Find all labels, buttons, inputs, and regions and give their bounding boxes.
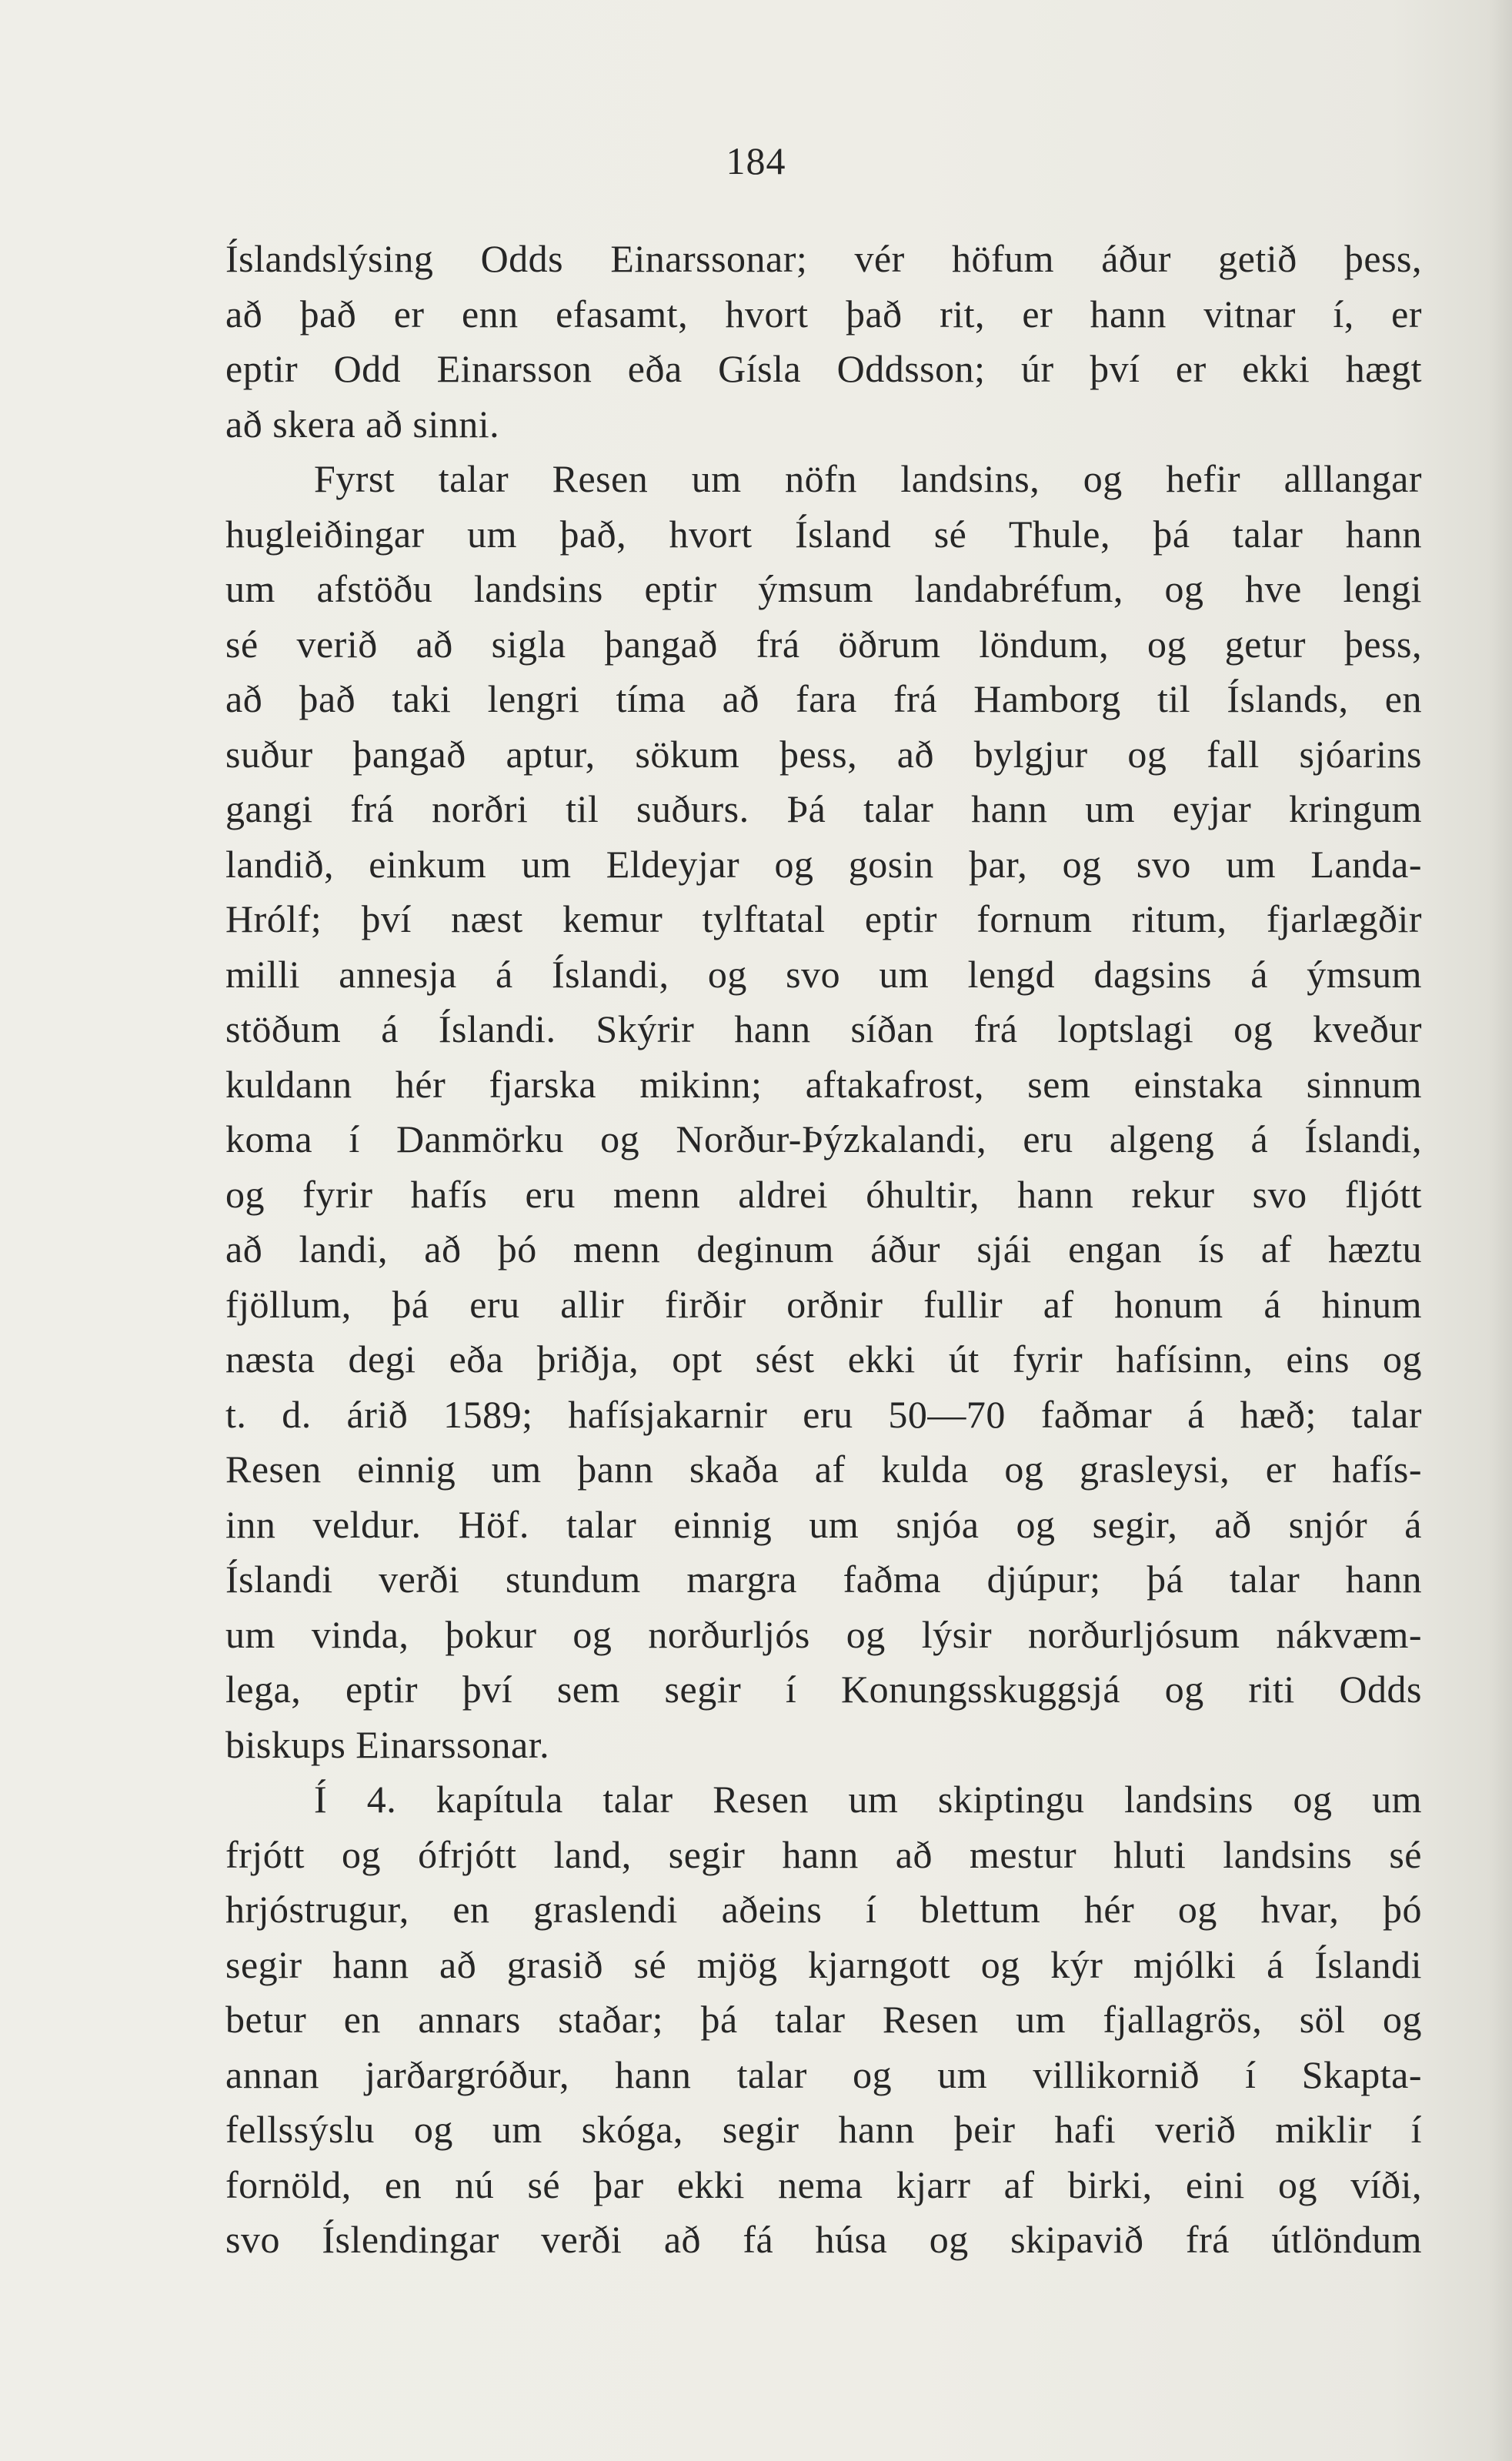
text-line: kuldann hér fjarska mikinn; aftakafrost, sem einstaka sinnum <box>225 1062 1422 1106</box>
text-line: landið, einkum um Eldeyjar og gosin þar, og svo um Landa- <box>225 842 1422 886</box>
text-line: eptir Odd Einarsson eða Gísla Oddsson; úr því er ekki hægt <box>225 347 1422 390</box>
text-line: Í 4. kapítula talar Resen um skiptingu landsins og um <box>314 1778 1422 1821</box>
text-line: lega, eptir því sem segir í Konungsskuggsjá og riti Odds <box>225 1668 1422 1711</box>
text-line: milli annesja á Íslandi, og svo um lengd dagsins á ýmsum <box>225 952 1422 996</box>
text-line: Hrólf; því næst kemur tylftatal eptir fornum ritum, fjarlægðir <box>225 897 1422 940</box>
text-line: næsta degi eða þriðja, opt sést ekki út fyrir hafísinn, eins og <box>225 1337 1422 1381</box>
text-line: að skera að sinni. <box>225 402 500 446</box>
text-line: Íslandslýsing Odds Einarssonar; vér höfum áður getið þess, <box>225 237 1422 280</box>
page-number: 184 <box>726 139 786 182</box>
page-edge-shadow <box>1489 0 1512 2461</box>
text-line: Resen einnig um þann skaða af kulda og grasleysi, er hafís- <box>225 1448 1422 1491</box>
text-line: um vinda, þokur og norðurljós og lýsir norðurljósum nákvæm- <box>225 1612 1422 1656</box>
text-line: biskups Einarssonar. <box>225 1722 550 1766</box>
body-text <box>225 232 1422 2268</box>
text-line: hugleiðingar um það, hvort Ísland sé Thule, þá talar hann <box>225 512 1422 556</box>
text-line: t. d. árið 1589; hafísjakarnir eru 50—70 faðmar á hæð; talar <box>225 1392 1422 1436</box>
text-line: Íslandi verði stundum margra faðma djúpur; þá talar hann <box>225 1558 1422 1601</box>
text-line: fellssýslu og um skóga, segir hann þeir hafi verið miklir í <box>225 2108 1422 2151</box>
text-line: og fyrir hafís eru menn aldrei óhultir, hann rekur svo fljótt <box>225 1172 1422 1216</box>
text-line: að það er enn efasamt, hvort það rit, er hann vitnar í, er <box>225 292 1422 336</box>
text-line: hrjóstrugur, en graslendi aðeins í blettum hér og hvar, þó <box>225 1888 1422 1931</box>
text-line: að landi, að þó menn deginum áður sjái engan ís af hæztu <box>225 1227 1422 1271</box>
text-line: svo Íslendingar verði að fá húsa og skipavið frá útlöndum <box>225 2218 1422 2261</box>
text-line: segir hann að grasið sé mjög kjarngott og kýr mjólki á Íslandi <box>225 1942 1422 1986</box>
text-line: suður þangað aptur, sökum þess, að bylgjur og fall sjóarins <box>225 732 1422 776</box>
text-line: Fyrst talar Resen um nöfn landsins, og hefir alllangar <box>314 457 1422 500</box>
text-line: sé verið að sigla þangað frá öðrum löndum, og getur þess, <box>225 622 1422 666</box>
text-line: inn veldur. Höf. talar einnig um snjóa og segir, að snjór á <box>225 1502 1422 1546</box>
text-line: gangi frá norðri til suðurs. Þá talar hann um eyjar kringum <box>225 787 1422 830</box>
text-line: að það taki lengri tíma að fara frá Hamborg til Íslands, en <box>225 677 1422 720</box>
text-line: um afstöðu landsins eptir ýmsum landabréfum, og hve lengi <box>225 567 1422 610</box>
text-line: betur en annars staðar; þá talar Resen um fjallagrös, söl og <box>225 1998 1422 2041</box>
text-line: fjöllum, þá eru allir firðir orðnir fullir af honum á hinum <box>225 1282 1422 1326</box>
text-line: stöðum á Íslandi. Skýrir hann síðan frá loptslagi og kveður <box>225 1007 1422 1050</box>
text-line: annan jarðargróður, hann talar og um villikornið í Skapta- <box>225 2052 1422 2096</box>
text-line: frjótt og ófrjótt land, segir hann að mestur hluti landsins sé <box>225 1832 1422 1876</box>
text-line: koma í Danmörku og Norður-Þýzkalandi, eru algeng á Íslandi, <box>225 1117 1422 1160</box>
text-line: fornöld, en nú sé þar ekki nema kjarr af birki, eini og víði, <box>225 2162 1422 2206</box>
